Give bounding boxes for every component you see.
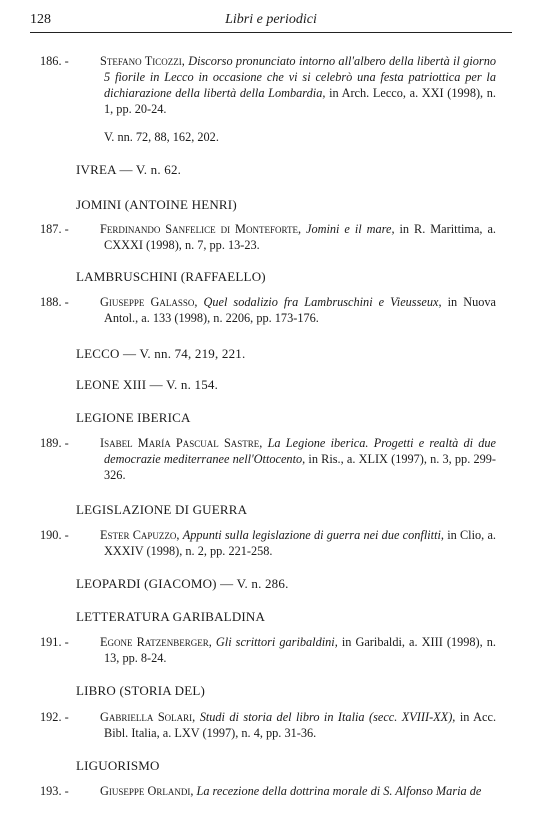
entry-number: 186. - <box>40 54 69 68</box>
entry-source: in Clio, a. XXXIV (1998), n. 2, pp. 221-258. <box>104 528 496 558</box>
entry-number: 193. - <box>40 784 69 798</box>
entry-source: in R. Marittima, a. CXXXI (1998), n. 7, pp. 13-23. <box>104 222 496 252</box>
heading-libro: LIBRO (STORIA DEL) <box>76 683 206 698</box>
entry-author: Gabriella Solari, <box>100 710 196 724</box>
entry-190 <box>40 527 496 559</box>
entry-number: 187. - <box>40 222 69 236</box>
entry-author: Isabel María Pascual Sastre, <box>100 436 263 450</box>
running-title: Libri e periodici <box>225 12 317 27</box>
entry-number: 192. - <box>40 710 69 724</box>
entry-author: Ferdinando Sanfelice di Monteforte, <box>100 222 302 236</box>
entry-title: Gli scrittori garibaldini, <box>215 635 338 649</box>
heading-lecco: LECCO — V. nn. 74, 219, 221. <box>76 346 246 361</box>
entry-source: in Garibaldi, a. XIII (1998), n. 13, pp. 8-24. <box>104 635 496 665</box>
heading-liguorismo: LIGUORISMO <box>76 758 160 773</box>
entry-author: Giuseppe Orlandi, <box>100 784 194 798</box>
entry-title: Jomini e il mare, <box>305 222 395 236</box>
entry-source: in Ris., a. XLIX (1997), n. 3, pp. 299-326. <box>104 452 496 482</box>
entry-source: in Arch. Lecco, a. XXI (1998), n. 1, pp. 20-24. <box>104 86 496 116</box>
heading-ivrea: IVREA — V. n. 62. <box>76 162 182 177</box>
heading-jomini: JOMINI (ANTOINE HENRI) <box>76 197 237 212</box>
entry-189 <box>40 435 496 483</box>
page-number: 128 <box>30 12 51 27</box>
entry-author: Giuseppe Galasso, <box>100 295 198 309</box>
entry-source: in Nuova Antol., a. 133 (1998), n. 2206, pp. 173-176. <box>104 295 496 325</box>
entry-title: La recezione della dottrina morale di S. Alfonso Maria de <box>196 784 482 798</box>
heading-leone: LEONE XIII — V. n. 154. <box>76 377 219 392</box>
entry-author: Stefano Ticozzi, <box>100 54 185 68</box>
entry-187 <box>40 221 496 253</box>
entry-number: 190. - <box>40 528 69 542</box>
heading-leopardi: LEOPARDI (GIACOMO) — V. n. 286. <box>76 576 289 591</box>
entry-title: Appunti sulla legislazione di guerra nei due conflitti, <box>182 528 444 542</box>
entry-title: La Legione iberica. Progetti e realtà di due democrazie mediterranee nell'Ottocento, <box>104 436 497 466</box>
entry-title: Discorso pronunciato intorno all'albero della libertà il giorno 5 fiorile in Lecco in occasione che vi si celebrò una festa patriottica per la dichiarazione della libertà della Lombardia, <box>104 54 496 100</box>
entry-title: Quel sodalizio fra Lambruschini e Vieusseux, <box>203 295 442 309</box>
entry-author: Egone Ratzenberger, <box>100 635 212 649</box>
entry-186 <box>40 53 496 117</box>
entry-number: 189. - <box>40 436 69 450</box>
entry-title: Studi di storia del libro in Italia (secc. XVIII-XX), <box>199 710 456 724</box>
entry-188 <box>40 294 496 326</box>
heading-letteratura: LETTERATURA GARIBALDINA <box>76 609 266 624</box>
entry-192 <box>40 709 496 741</box>
heading-lambruschini: LAMBRUSCHINI (RAFFAELLO) <box>76 269 266 284</box>
entry-number: 191. - <box>40 635 69 649</box>
entry-193 <box>40 783 496 799</box>
heading-legione: LEGIONE IBERICA <box>76 410 191 425</box>
entry-191 <box>40 634 496 666</box>
see-also-186: V. nn. 72, 88, 162, 202. <box>104 130 219 144</box>
entry-number: 188. - <box>40 295 69 309</box>
heading-legislazione: LEGISLAZIONE DI GUERRA <box>76 502 248 517</box>
entry-author: Ester Capuzzo, <box>100 528 180 542</box>
entry-source: in Acc. Bibl. Italia, a. LXV (1997), n. 4, pp. 31-36. <box>104 710 497 740</box>
